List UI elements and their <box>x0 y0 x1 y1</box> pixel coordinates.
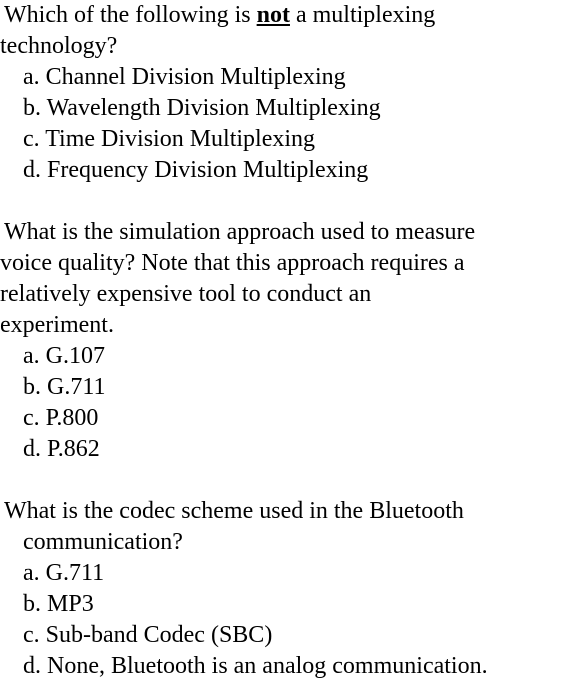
question-2-stem-line-3: relatively expensive tool to conduct an <box>0 281 372 307</box>
question-1-option-a: a. Channel Division Multiplexing <box>23 64 346 90</box>
question-3-option-c: c. Sub-band Codec (SBC) <box>23 622 273 648</box>
question-3-stem-line-1: What is the codec scheme used in the Bluetooth <box>4 498 464 524</box>
question-3-option-d: d. None, Bluetooth is an analog communication. <box>23 653 488 679</box>
question-3-option-b: b. MP3 <box>23 591 94 617</box>
question-2-stem-line-4: experiment. <box>0 312 114 338</box>
question-2-stem-line-1: What is the simulation approach used to measure <box>4 219 476 245</box>
question-2-option-c: c. P.800 <box>23 405 99 431</box>
question-2-option-b: b. G.711 <box>23 374 106 400</box>
question-1-stem-line-2: technology? <box>0 33 118 59</box>
question-2-stem-line-2: voice quality? Note that this approach requires a <box>0 250 465 276</box>
question-1-stem-line-1 <box>4 0 435 31</box>
question-1-stem-pre: Which of the following is <box>4 2 257 28</box>
question-1-option-b: b. Wavelength Division Multiplexing <box>23 95 381 121</box>
question-3-option-a: a. G.711 <box>23 560 105 586</box>
question-1-stem-emphasis: not <box>256 2 290 28</box>
question-1-option-d: d. Frequency Division Multiplexing <box>23 157 369 183</box>
question-1-option-c: c. Time Division Multiplexing <box>23 126 316 152</box>
question-2-option-d: d. P.862 <box>23 436 100 462</box>
question-1-stem-post: a multiplexing <box>289 2 436 28</box>
question-2-option-a: a. G.107 <box>23 343 105 369</box>
question-3-stem-line-2: communication? <box>23 529 183 555</box>
